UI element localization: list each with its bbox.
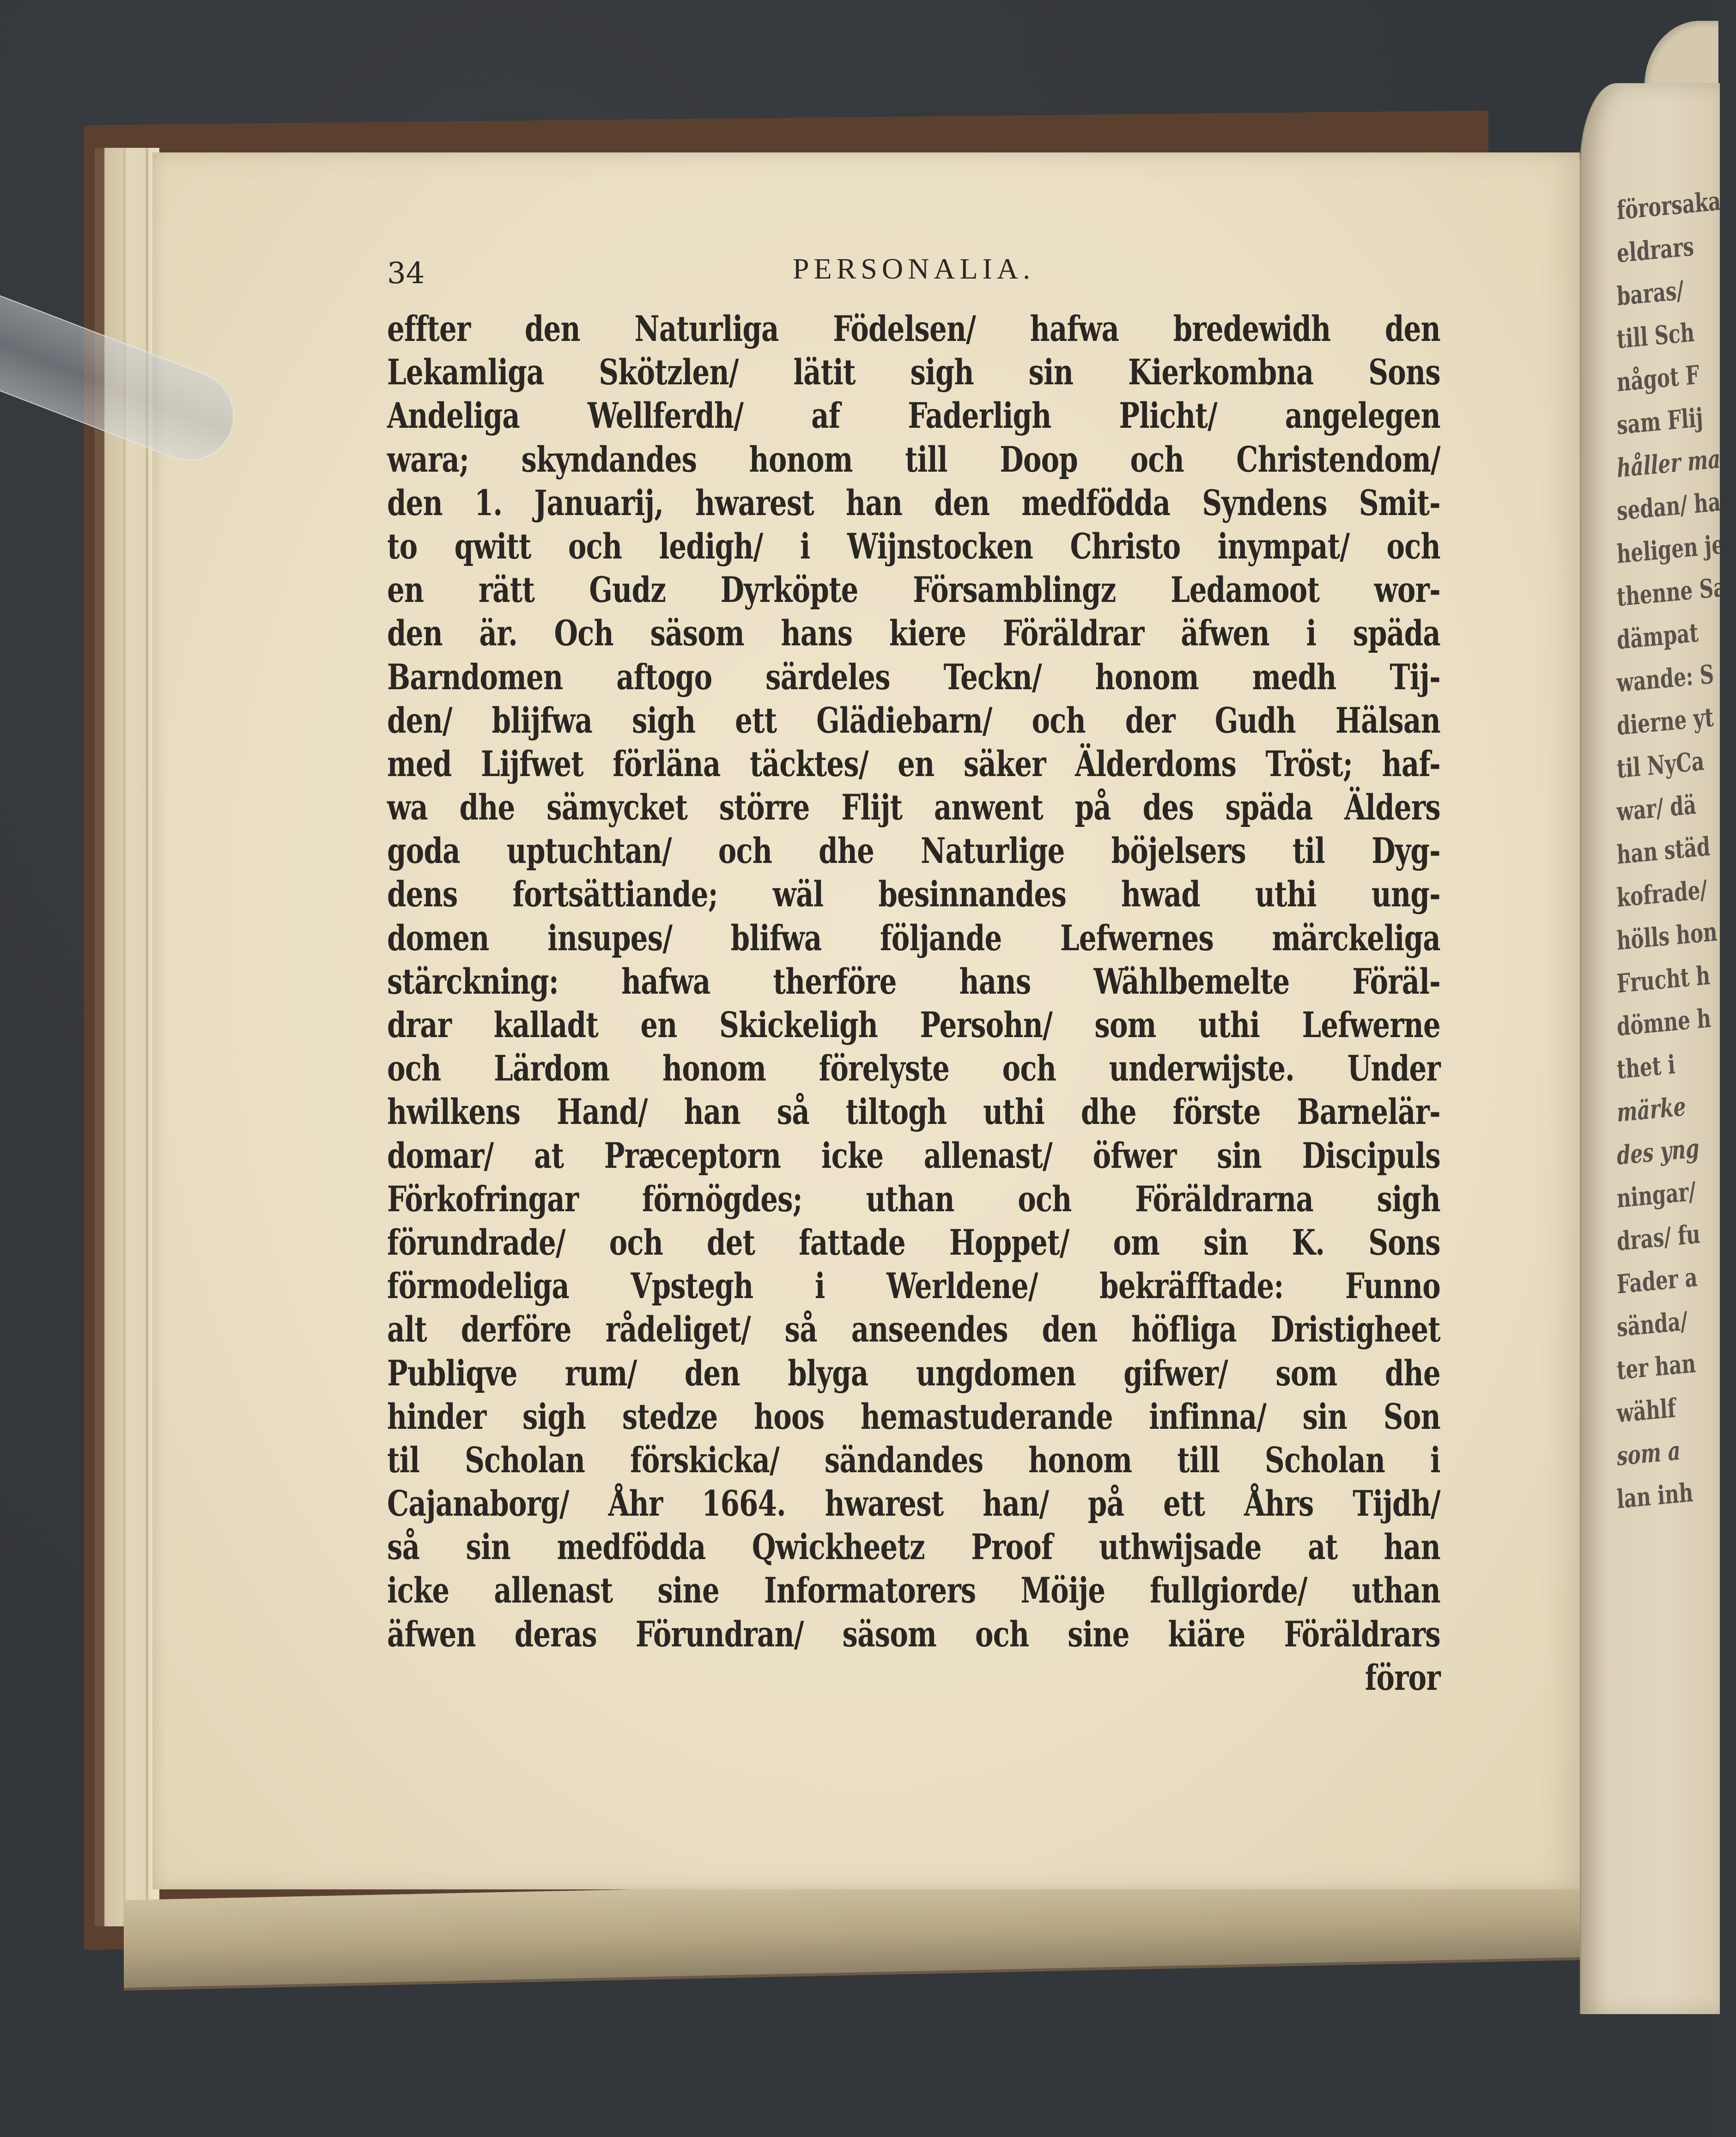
text-line: Andeliga Wellferdh/ af Faderligh Plicht/ angelegen bbox=[387, 395, 1440, 437]
facing-text-fragment: lan inh bbox=[1616, 1477, 1694, 1515]
text-line: förmodeliga Vpstegh i Werldene/ bekräfftade: Funno bbox=[387, 1265, 1440, 1307]
text-line: Lekamliga Skötzlen/ lätit sigh sin Kierkombna Sons bbox=[387, 352, 1440, 393]
text-line: icke allenast sine Informatorers Möije fullgiorde/ uthan bbox=[387, 1570, 1440, 1611]
facing-text-fragment: sedan/ han bbox=[1616, 485, 1736, 527]
facing-text-fragment: sam Flij bbox=[1616, 402, 1704, 441]
facing-text-fragment: eldrars bbox=[1616, 231, 1695, 269]
facing-text-fragment: Fader a bbox=[1616, 1262, 1699, 1300]
facing-text-fragment: sända/ bbox=[1616, 1305, 1688, 1343]
facing-text-fragment: hölls hon bbox=[1616, 916, 1718, 956]
facing-text-fragment: som a bbox=[1616, 1435, 1681, 1472]
text-line: domen insupes/ blifwa följande Lefwernes märckeliga bbox=[387, 917, 1440, 959]
facing-text-fragment: till Sch bbox=[1616, 317, 1695, 355]
text-line: effter den Naturliga Födelsen/ hafwa bredewidh den bbox=[387, 308, 1440, 349]
facing-text-fragment: märke bbox=[1616, 1091, 1687, 1128]
facing-text-fragment: dömne h bbox=[1616, 1003, 1712, 1042]
facing-text-fragment: wande: S bbox=[1616, 659, 1715, 698]
text-line: drar kalladt en Skickeligh Persohn/ som uthi Lefwerne bbox=[387, 1004, 1440, 1045]
facing-text-fragment: dierne yt bbox=[1616, 702, 1715, 741]
catchword: föror bbox=[1365, 1657, 1440, 1698]
text-line: med Lijfwet förläna täcktes/ en säker Älderdoms Tröst; haf- bbox=[387, 743, 1440, 784]
text-line: to qwitt och ledigh/ i Wijnstocken Christo inympat/ och bbox=[387, 525, 1440, 567]
facing-text-fragment: baras/ bbox=[1616, 275, 1685, 312]
facing-text-fragment: något F bbox=[1616, 359, 1700, 398]
text-line: til Scholan förskicka/ sändandes honom till Scholan i bbox=[387, 1439, 1440, 1481]
text-line: äfwen deras Förundran/ säsom och sine kiäre Föräldrars bbox=[387, 1613, 1440, 1655]
facing-text-fragment: heligen je bbox=[1616, 529, 1725, 570]
text-line: stärckning: hafwa therföre hans Wählbemelte Föräl- bbox=[387, 960, 1440, 1002]
text-line: wara; skyndandes honom till Doop och Christendom/ bbox=[387, 438, 1440, 480]
text-line: så sin medfödda Qwickheetz Proof uthwijsade at han bbox=[387, 1526, 1440, 1568]
running-head-title: PERSONALIA. bbox=[792, 252, 1035, 285]
facing-text-fragment: til NyCa bbox=[1616, 746, 1705, 784]
body-text bbox=[387, 307, 1440, 1700]
text-line: hinder sigh stedze hoos hemastuderande infinna/ sin Son bbox=[387, 1396, 1440, 1437]
facing-text-fragment: han städ bbox=[1616, 831, 1711, 870]
text-line: Förkofringar förnögdes; uthan och Föräldrarna sigh bbox=[387, 1178, 1440, 1220]
facing-text-fragment: ter han bbox=[1616, 1348, 1697, 1386]
text-line: förundrade/ och det fattade Hoppet/ om sin K. Sons bbox=[387, 1221, 1440, 1263]
facing-text-fragment: kofrade/ bbox=[1616, 874, 1708, 913]
running-head bbox=[387, 247, 1440, 298]
facing-text-fragment: ningar/ bbox=[1616, 1176, 1697, 1214]
facing-text-fragment: dras/ fu bbox=[1616, 1219, 1701, 1257]
facing-text-fragment: håller ma bbox=[1616, 443, 1721, 484]
facing-text-fragment: thenne Sa bbox=[1616, 572, 1727, 613]
text-line: den 1. Januarij, hwarest han den medfödda Syndens Smit- bbox=[387, 482, 1440, 523]
text-line: den är. Och säsom hans kiere Föräldrar äfwen i späda bbox=[387, 613, 1440, 654]
text-line: Publiqve rum/ den blyga ungdomen gifwer/ som dhe bbox=[387, 1352, 1440, 1394]
text-line: den/ blijfwa sigh ett Glädiebarn/ och der Gudh Hälsan bbox=[387, 699, 1440, 741]
page-text-block bbox=[387, 247, 1440, 1700]
text-line: en rätt Gudz Dyrköpte Församblingz Ledamoot wor- bbox=[387, 569, 1440, 611]
facing-text-fragment: Frucht h bbox=[1616, 960, 1711, 999]
facing-text-fragment: des yng bbox=[1616, 1133, 1700, 1171]
facing-text-fragment: war/ dä bbox=[1616, 789, 1697, 827]
text-line: wa dhe sämycket större Flijt anwent på des späda Älders bbox=[387, 787, 1440, 828]
text-line: Cajanaborg/ Åhr 1664. hwarest han/ på ett Åhrs Tijdh/ bbox=[387, 1483, 1440, 1524]
text-line: dens fortsättiande; wäl besinnandes hwad uthi ung- bbox=[387, 874, 1440, 915]
text-line: hwilkens Hand/ han så tiltogh uthi dhe förste Barnelär- bbox=[387, 1091, 1440, 1133]
facing-text-fragment: dämpat bbox=[1616, 617, 1700, 656]
text-line: Barndomen aftogo särdeles Teckn/ honom medh Tij- bbox=[387, 656, 1440, 698]
text-line: domar/ at Præceptorn icke allenast/ öfwer sin Discipuls bbox=[387, 1135, 1440, 1176]
facing-text-fragment: förorsaka bbox=[1616, 186, 1722, 226]
facing-text-fragment: thet i bbox=[1616, 1049, 1676, 1085]
facing-page-text bbox=[1616, 186, 1736, 1521]
facing-text-fragment: wählf bbox=[1616, 1393, 1677, 1429]
text-line: och Lärdom honom förelyste och underwijste. Under bbox=[387, 1048, 1440, 1089]
text-line: alt derföre rådeliget/ så anseendes den höfliga Dristigheet bbox=[387, 1309, 1440, 1350]
text-line: goda uptuchtan/ och dhe Naturlige böjelsers til Dyg- bbox=[387, 830, 1440, 872]
page-number: 34 bbox=[387, 256, 425, 291]
